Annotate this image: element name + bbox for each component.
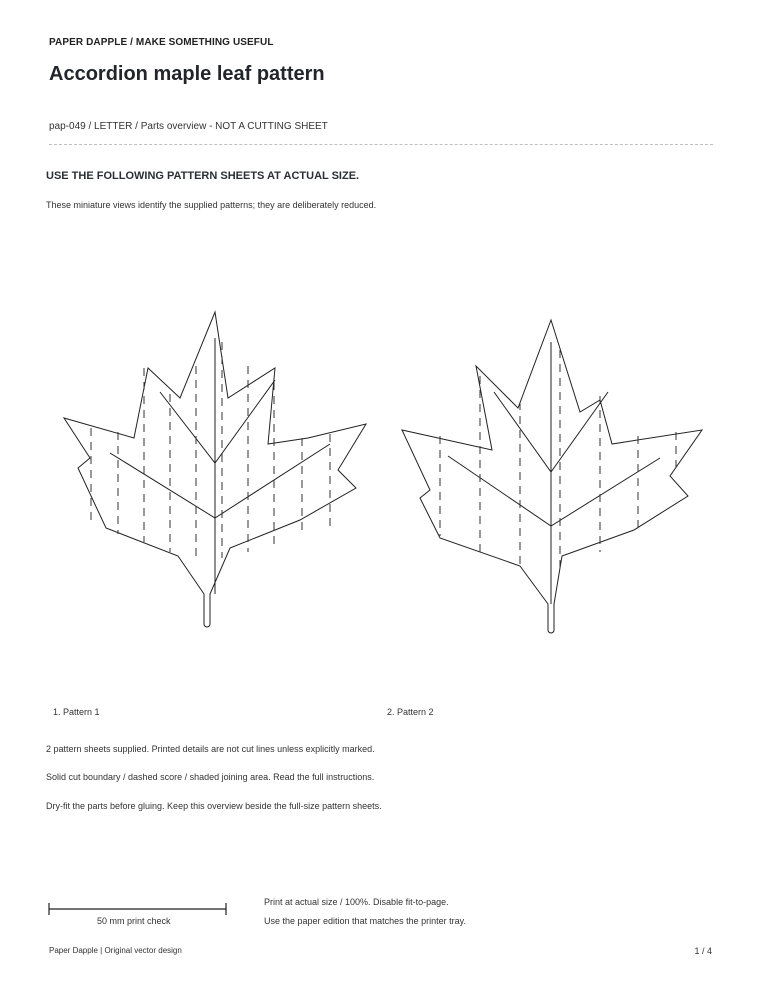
scale-label: 50 mm print check <box>97 916 171 926</box>
note-legend: Solid cut boundary / dashed score / shaded joining area. Read the full instructions. <box>46 772 375 782</box>
note-dry-fit: Dry-fit the parts before gluing. Keep this overview beside the full-size pattern sheets. <box>46 801 382 811</box>
brand-line: PAPER DAPPLE / MAKE SOMETHING USEFUL <box>49 37 274 48</box>
pattern-1-score-lines <box>91 342 330 558</box>
pattern-2-score-lines <box>440 350 676 568</box>
section-heading: USE THE FOLLOWING PATTERN SHEETS AT ACTUAL SIZE. <box>46 170 360 182</box>
document-meta: pap-049 / LETTER / Parts overview - NOT A CUTTING SHEET <box>49 121 328 132</box>
header-divider <box>49 144 713 145</box>
note-sheets: 2 pattern sheets supplied. Printed details are not cut lines unless explicitly marked. <box>46 744 375 754</box>
pattern-1-label: 1. Pattern 1 <box>53 707 100 717</box>
paper-instruction: Use the paper edition that matches the printer tray. <box>264 916 466 926</box>
pattern-1-veins <box>110 380 330 518</box>
pattern-1-leaf-icon <box>60 308 370 634</box>
intro-text: These miniature views identify the supplied patterns; they are deliberately reduced. <box>46 200 377 210</box>
pattern-2-label: 2. Pattern 2 <box>387 707 434 717</box>
page-number: 1 / 4 <box>694 946 712 956</box>
pattern-2-cut-outline <box>402 320 702 633</box>
scale-bar <box>48 902 228 916</box>
print-instruction: Print at actual size / 100%. Disable fit-to-page. <box>264 897 449 907</box>
footer-credit: Paper Dapple | Original vector design <box>49 946 182 955</box>
page-title: Accordion maple leaf pattern <box>49 63 325 85</box>
pattern-2-leaf-icon <box>398 316 708 642</box>
